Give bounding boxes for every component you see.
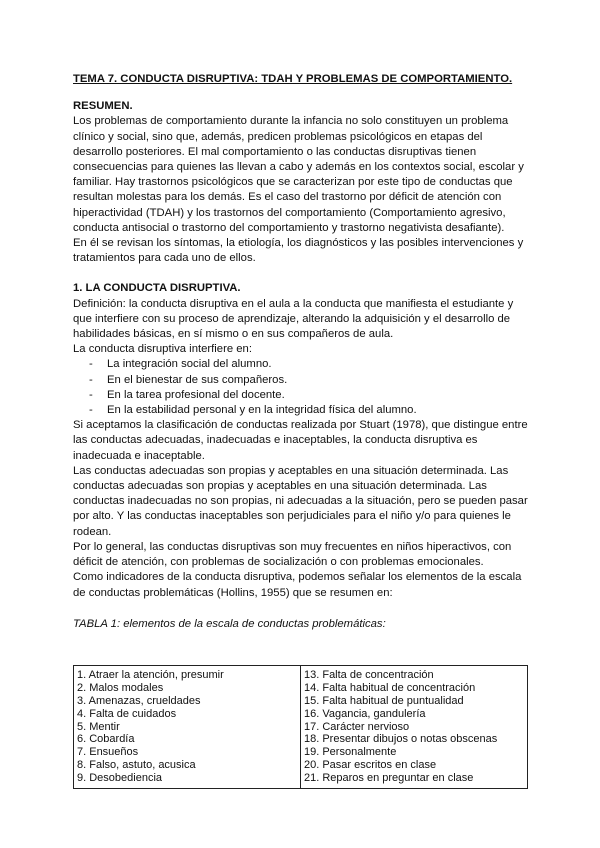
list-item: - En el bienestar de sus compañeros. [89,373,533,388]
interferes-list [73,357,533,418]
summary-heading: RESUMEN. [73,100,133,113]
table-item: 3. Amenazas, crueldades [77,694,201,707]
table-item: 5. Mentir [77,720,120,733]
table-caption: TABLA 1: elementos de la escala de conductas problemáticas: [73,617,386,630]
table-item: 21. Reparos en preguntar en clase [304,772,474,785]
document-title: TEMA 7. CONDUCTA DISRUPTIVA: TDAH Y PROBLEMAS DE COMPORTAMIENTO. [73,73,513,85]
table-item: 17. Carácter nervioso [304,720,410,733]
table-item: 14. Falta habitual de concentración [304,681,476,694]
table-cell-right [301,665,528,788]
table-item: 15. Falta habitual de puntualidad [304,694,464,707]
table-item: 18. Presentar dibujos o notas obscenas [304,733,498,746]
table-item: 8. Falso, astuto, acusica [77,759,196,772]
definition-paragraph: Definición: la conducta disruptiva en el aula a la conducta que manifiesta el estudiante y que interfiere con su proceso de aprendizaje, alterando la adquisición y el desarrollo de habilidades básicas, en sí mismo o en sus compañeros de aula. [73,297,514,341]
list-item: - La integración social del alumno. [89,357,533,372]
indicators-paragraph: Como indicadores de la conducta disruptiva, podemos señalar los elementos de la escala de conductas problemáticas (Hollins, 1955) que se resumen en: [73,571,522,599]
section-1-heading: 1. LA CONDUCTA DISRUPTIVA. [73,282,241,295]
list-item: - En la estabilidad personal y en la integridad física del alumno. [89,403,533,418]
interferes-intro: La conducta disruptiva interfiere en: [73,343,252,356]
document-page [73,72,533,789]
table-cell-left [74,665,301,788]
table-item: 20. Pasar escritos en clase [304,759,437,772]
table-row [74,665,528,788]
list-item: - En la tarea profesional del docente. [89,388,533,403]
problem-behaviors-table [73,665,528,789]
table-item: 6. Cobardía [77,733,135,746]
general-paragraph: Por lo general, las conductas disruptivas son muy frecuentes en niños hiperactivos, con déficit de atención, con problemas de socialización o con problemas emocionales. [73,540,512,569]
stuart-paragraph: Si aceptamos la clasificación de conductas realizada por Stuart (1978), que distingue entre las conductas adecuadas, inadecuadas e inaceptables, la conducta disruptiva es inadecuada e inaceptable. [73,419,528,462]
table-item: 16. Vagancia, gandulería [304,707,426,720]
table-item: 19. Personalmente [304,746,397,759]
table-item: 4. Falta de cuidados [77,707,177,720]
table-item: 1. Atraer la atención, presumir [77,668,224,681]
conduct-types-paragraph: Las conductas adecuadas son propias y aceptables en una situación determinada. Las conductas adecuadas son propias y aceptables en una situación determinada. Las conductas inadecuadas no son propias, ni adecuadas a la situación, pero se pueden pasar por alto. Y las conductas inaceptables son perjudiciales para el niño y/o para quienes le rodean. [73,464,528,538]
table-item: 2. Malos modales [77,681,164,694]
table-item: 13. Falta de concentración [304,668,434,681]
table-item: 7. Ensueños [77,746,139,759]
summary-paragraph-2: En él se revisan los síntomas, la etiología, los diagnósticos y las posibles intervenciones y tratamientos para cada uno de ellos. [73,237,524,265]
summary-paragraph-1: Los problemas de comportamiento durante la infancia no solo constituyen un problema clínico y social, sino que, además, predicen problemas psicológicos en etapas del desarrollo posteriores. El mal comportamiento o las conductas disruptivas tienen consecuencias para quienes las llevan a cabo y además en los contextos social, escolar y familiar. Hay trastornos psicológicos que se caracterizan por este tipo de conductas que resultan molestas para los demás. Es el caso del trastorno por déficit de atención con hiperactividad (TDAH) y los trastornos del comportamiento (Comportamiento agresivo, conducta antisocial o trastorno del comportamiento y trastorno negativista desafiante). [73,115,524,234]
table-item: 9. Desobediencia [77,772,163,785]
